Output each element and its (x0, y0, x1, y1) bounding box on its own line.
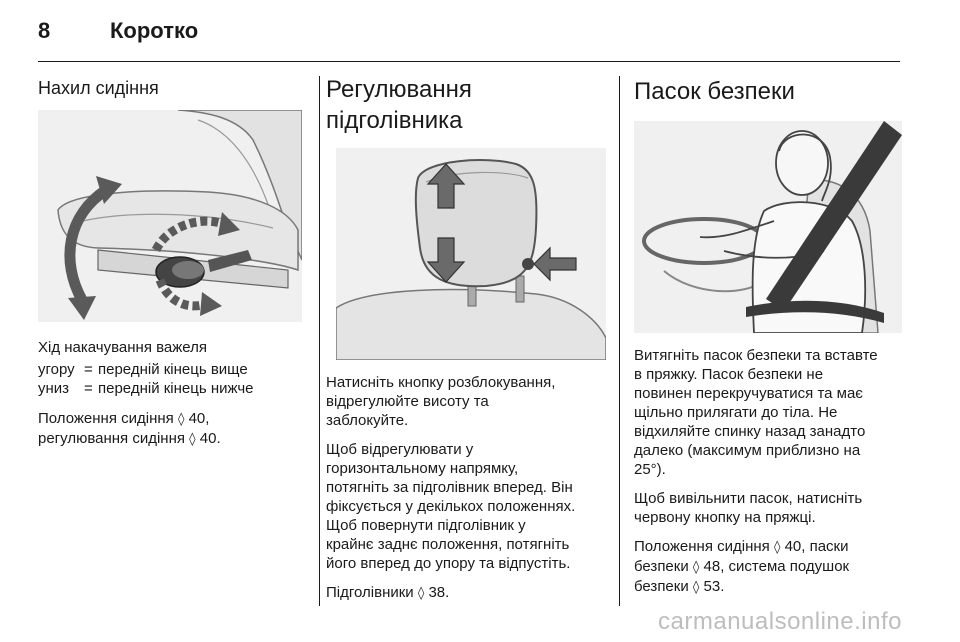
column-headrest (326, 74, 604, 603)
ref-text: безпеки (634, 578, 689, 595)
ref-text: безпеки (634, 558, 689, 575)
section-heading-headrest (326, 74, 604, 136)
caption: Хід накачування важеля (38, 339, 207, 356)
ref-line (326, 583, 604, 603)
page-number: 8 (38, 18, 51, 43)
paragraph-line: в пряжку. Пасок безпеки не (634, 366, 824, 383)
header-rule (38, 61, 900, 62)
page-title: Коротко (110, 18, 199, 43)
paragraph-line: фіксується у декількох положеннях. (326, 498, 576, 515)
ref-symbol-icon: ◊ (177, 412, 185, 427)
paragraph-line: Щоб повернути підголівник у (326, 517, 526, 534)
paragraph-line: Щоб відрегулювати у (326, 441, 474, 458)
table-row (38, 360, 304, 379)
paragraph-line: відрегулюйте висоту та (326, 393, 489, 410)
ref-page[interactable]: 48, система подушок (703, 558, 850, 575)
ref-page[interactable]: 38. (428, 584, 450, 601)
ref-line (634, 537, 906, 557)
row-eq: = (84, 380, 93, 397)
watermark: carmanualsonline.info (658, 608, 902, 635)
heading-line: підголівника (326, 107, 463, 134)
section-heading-seat-tilt: Нахил сидіння (38, 78, 159, 98)
ref-symbol-icon: ◊ (692, 580, 700, 595)
ref-text: Положення сидіння (634, 538, 770, 555)
paragraph-line: відхиляйте спинку назад занадто (634, 423, 866, 440)
ref-text: Підголівники (326, 584, 414, 601)
paragraph-line: Щоб вивільнити пасок, натисніть (634, 490, 863, 507)
column-divider-1 (319, 76, 320, 606)
headrest-illustration-icon (336, 148, 606, 360)
paragraph-line: 25°). (634, 461, 666, 478)
ref-symbol-icon: ◊ (773, 540, 781, 555)
ref-symbol-icon: ◊ (692, 560, 700, 575)
paragraph-line: повинен перекручуватися та має (634, 385, 863, 402)
paragraph-line: Натисніть кнопку розблокування, (326, 374, 556, 391)
heading-line: Регулювання (326, 76, 472, 103)
ref-line (634, 557, 906, 577)
ref-text: регулювання сидіння (38, 430, 185, 447)
refs-line-1 (38, 409, 304, 429)
paragraph-line: щільно прилягати до тіла. Не (634, 404, 838, 421)
ref-page[interactable]: 40, (188, 410, 210, 427)
paragraph-line: Витягніть пасок безпеки та вставте (634, 347, 878, 364)
refs-line-2 (38, 429, 304, 449)
ref-page[interactable]: 40, паски (784, 538, 849, 555)
table-row (38, 379, 304, 398)
ref-text: Положення сидіння (38, 410, 174, 427)
row-key: униз (38, 380, 70, 397)
ref-symbol-icon: ◊ (189, 432, 196, 447)
row-value: передній кінець нижче (98, 380, 254, 397)
page-header (38, 18, 198, 48)
paragraph-line: крайнє заднє положення, потягніть (326, 536, 570, 553)
ref-symbol-icon: ◊ (417, 586, 425, 601)
ref-line (634, 577, 906, 597)
paragraph-line: потягніть за підголівник вперед. Він (326, 479, 573, 496)
column-seat-tilt (38, 74, 304, 449)
paragraph-line: горизонтальному напрямку, (326, 460, 519, 477)
ref-page[interactable]: 40. (199, 430, 221, 447)
seat-tilt-illustration-icon (38, 110, 302, 322)
section-heading-seatbelt: Пасок безпеки (634, 78, 795, 105)
row-value: передній кінець вище (98, 361, 248, 378)
column-seatbelt (634, 74, 906, 597)
ref-page[interactable]: 53. (703, 578, 725, 595)
seatbelt-illustration-icon (634, 121, 902, 333)
row-key: угору (38, 361, 75, 378)
paragraph-line: заблокуйте. (326, 412, 409, 429)
paragraph-line: червону кнопку на пряжці. (634, 509, 816, 526)
paragraph-line: далеко (максимум приблизно на (634, 442, 861, 459)
paragraph-line: його вперед до упору та відпустіть. (326, 555, 571, 572)
row-eq: = (84, 361, 93, 378)
column-divider-2 (619, 76, 620, 606)
